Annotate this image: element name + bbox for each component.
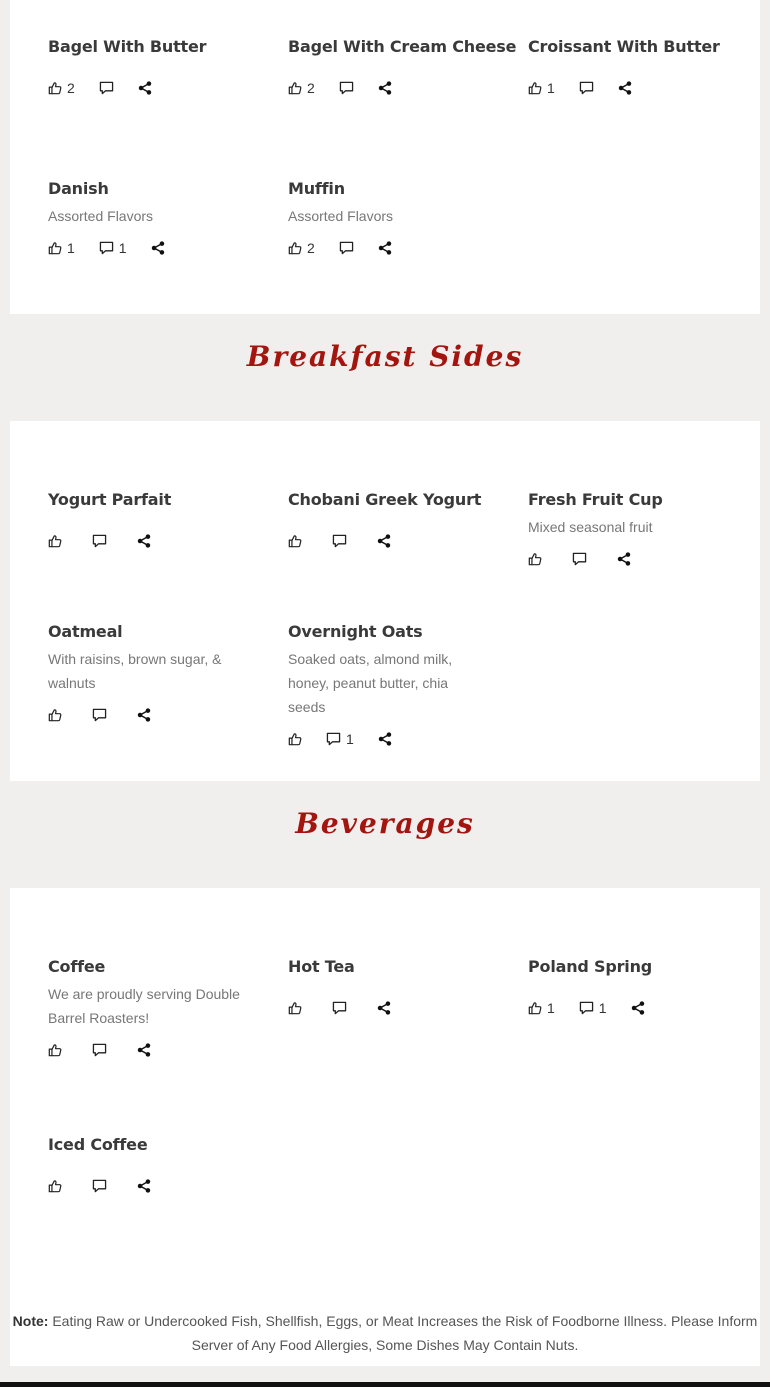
like-button[interactable] — [48, 534, 62, 548]
share-icon-graphic — [378, 241, 392, 255]
menu-item-actions — [528, 998, 728, 1018]
comment-icon — [579, 1001, 594, 1015]
comment-icon — [326, 732, 341, 746]
like-icon — [288, 534, 302, 548]
share-icon — [631, 1001, 645, 1015]
menu-item-yogurt-parfait — [48, 489, 248, 551]
menu-item-croissant-with-butter — [528, 36, 728, 98]
menu-item-name: Poland Spring — [528, 957, 653, 976]
breakfast-sides-title: Breakfast Sides — [246, 340, 524, 373]
menu-item-name: Bagel With Butter — [48, 37, 207, 56]
share-icon-graphic — [138, 81, 152, 95]
comment-icon-graphic — [92, 1043, 107, 1057]
comment-count: 1 — [118, 240, 127, 256]
comment-icon — [572, 552, 587, 566]
menu-item-coffee — [48, 956, 248, 1060]
like-count: 2 — [307, 240, 315, 256]
comment-count: 1 — [346, 731, 354, 747]
like-icon-graphic — [48, 708, 62, 722]
comment-button[interactable] — [99, 81, 114, 95]
share-button[interactable] — [631, 1001, 645, 1015]
comment-button[interactable] — [572, 552, 587, 566]
comment-button[interactable] — [579, 1000, 607, 1016]
share-icon-graphic — [377, 534, 391, 548]
menu-item-name: Hot Tea — [288, 957, 355, 976]
comment-button[interactable] — [99, 240, 127, 256]
share-icon — [137, 534, 151, 548]
menu-item-description: Assorted Flavors — [288, 208, 394, 224]
menu-item-actions — [528, 78, 728, 98]
comment-button[interactable] — [339, 81, 354, 95]
menu-item-description: Assorted Flavors — [48, 208, 154, 224]
comment-button[interactable] — [92, 1043, 107, 1057]
note-text: Eating Raw or Undercooked Fish, Shellfish, Eggs, or Meat Increases the Risk of Foodborne Illness. Please Inform Server of Any Food Allergies, Some Dishes May Contain Nuts. — [52, 1313, 758, 1353]
share-icon-graphic — [618, 81, 632, 95]
like-icon — [48, 1043, 62, 1057]
share-icon-graphic — [137, 708, 151, 722]
comment-icon — [339, 241, 354, 255]
menu-item-actions — [48, 531, 248, 551]
menu-item-bagel-with-butter — [48, 36, 248, 98]
share-button[interactable] — [618, 81, 632, 95]
menu-item-hot-tea — [288, 956, 488, 1018]
comment-icon-graphic — [92, 1179, 107, 1193]
share-icon — [137, 1043, 151, 1057]
share-button[interactable] — [137, 1179, 151, 1193]
share-button[interactable] — [617, 552, 631, 566]
comment-icon — [92, 1043, 107, 1057]
comment-icon — [92, 1179, 107, 1193]
menu-item-iced-coffee — [48, 1134, 248, 1196]
share-button[interactable] — [377, 534, 391, 548]
like-icon — [288, 1001, 302, 1015]
comment-button[interactable] — [92, 534, 107, 548]
menu-item-actions — [288, 531, 488, 551]
menu-item-actions — [288, 729, 488, 749]
like-button[interactable] — [48, 1179, 62, 1193]
beverages-title: Beverages — [295, 807, 475, 840]
menu-item-actions — [48, 1176, 248, 1196]
comment-count: 1 — [598, 1000, 607, 1016]
share-icon-graphic — [378, 732, 392, 746]
comment-button[interactable] — [579, 81, 594, 95]
comment-icon-graphic — [572, 552, 587, 566]
share-icon — [138, 81, 152, 95]
comment-icon — [332, 1001, 347, 1015]
share-icon-graphic — [378, 81, 392, 95]
menu-item-description: Mixed seasonal fruit — [528, 519, 653, 535]
share-icon — [377, 534, 391, 548]
like-button[interactable] — [48, 708, 62, 722]
share-icon — [151, 241, 165, 255]
share-button[interactable] — [378, 732, 392, 746]
share-button[interactable] — [137, 534, 151, 548]
menu-item-actions — [48, 705, 248, 725]
menu-item-actions — [288, 78, 488, 98]
like-button[interactable] — [288, 80, 315, 96]
share-icon — [377, 1001, 391, 1015]
share-icon-graphic — [617, 552, 631, 566]
share-button[interactable] — [137, 1043, 151, 1057]
share-icon — [378, 241, 392, 255]
share-icon — [137, 1179, 151, 1193]
menu-item-name: Muffin — [288, 179, 345, 198]
comment-icon-graphic — [326, 732, 341, 746]
like-icon-graphic — [288, 1001, 302, 1015]
menu-item-name: Oatmeal — [48, 622, 123, 641]
menu-item-name: Chobani Greek Yogurt — [288, 490, 482, 509]
menu-item-actions — [48, 78, 248, 98]
like-button[interactable] — [288, 240, 315, 256]
like-icon-graphic — [48, 1179, 62, 1193]
share-icon-graphic — [377, 1001, 391, 1015]
menu-item-poland-spring — [528, 956, 728, 1018]
like-icon — [48, 534, 62, 548]
comment-icon — [339, 81, 354, 95]
like-icon-graphic — [528, 81, 542, 95]
like-icon-graphic — [288, 732, 302, 746]
like-button[interactable] — [528, 80, 555, 96]
like-count: 1 — [547, 80, 555, 96]
share-button[interactable] — [137, 708, 151, 722]
menu-item-name: Croissant With Butter — [528, 37, 720, 56]
like-button[interactable] — [48, 240, 75, 256]
menu-item-name: Danish — [48, 179, 109, 198]
comment-icon-graphic — [99, 241, 114, 255]
like-icon — [288, 732, 302, 746]
like-count: 2 — [67, 80, 75, 96]
comment-icon-graphic — [332, 534, 347, 548]
menu-item-name: Yogurt Parfait — [48, 490, 172, 509]
like-button[interactable] — [288, 534, 302, 548]
comment-button[interactable] — [332, 1001, 347, 1015]
share-icon-graphic — [137, 1043, 151, 1057]
like-count: 2 — [307, 80, 315, 96]
like-icon-graphic — [48, 534, 62, 548]
like-icon — [528, 1001, 542, 1015]
menu-item-chobani-greek-yogurt — [288, 489, 488, 551]
share-icon — [378, 81, 392, 95]
bottom-bar — [0, 1382, 770, 1387]
comment-icon-graphic — [339, 241, 354, 255]
comment-icon-graphic — [332, 1001, 347, 1015]
comment-icon-graphic — [92, 708, 107, 722]
allergy-note — [0, 1309, 770, 1357]
comment-icon — [332, 534, 347, 548]
like-count: 1 — [67, 240, 75, 256]
menu-item-actions — [288, 998, 488, 1018]
share-icon — [378, 732, 392, 746]
comment-icon-graphic — [99, 81, 114, 95]
share-icon — [617, 552, 631, 566]
comment-button[interactable] — [332, 534, 347, 548]
share-icon-graphic — [151, 241, 165, 255]
menu-item-danish — [48, 178, 248, 258]
comment-button[interactable] — [92, 708, 107, 722]
like-icon — [288, 81, 302, 95]
comment-icon-graphic — [92, 534, 107, 548]
like-button[interactable] — [48, 1043, 62, 1057]
like-icon-graphic — [288, 241, 302, 255]
comment-icon — [99, 241, 114, 255]
share-icon-graphic — [631, 1001, 645, 1015]
menu-item-overnight-oats — [288, 621, 488, 749]
comment-icon — [92, 708, 107, 722]
share-icon — [618, 81, 632, 95]
menu-item-description: With raisins, brown sugar, & walnuts — [48, 651, 222, 691]
like-icon — [528, 552, 542, 566]
menu-item-actions — [528, 549, 728, 569]
menu-item-actions — [288, 238, 488, 258]
like-button[interactable] — [528, 1000, 555, 1016]
menu-item-actions — [48, 1040, 248, 1060]
like-icon — [48, 1179, 62, 1193]
menu-item-oatmeal — [48, 621, 248, 725]
like-icon-graphic — [48, 81, 62, 95]
menu-item-name: Iced Coffee — [48, 1135, 148, 1154]
note-label: Note: — [12, 1313, 49, 1329]
menu-item-description: We are proudly serving Double Barrel Roasters! — [48, 986, 240, 1026]
menu-item-fresh-fruit-cup — [528, 489, 728, 569]
like-icon-graphic — [528, 1001, 542, 1015]
like-count: 1 — [547, 1000, 555, 1016]
comment-button[interactable] — [326, 731, 354, 747]
comment-button[interactable] — [92, 1179, 107, 1193]
like-icon — [48, 708, 62, 722]
comment-icon-graphic — [579, 81, 594, 95]
share-button[interactable] — [377, 1001, 391, 1015]
like-button[interactable] — [288, 1001, 302, 1015]
share-icon — [137, 708, 151, 722]
menu-item-description: Soaked oats, almond milk, honey, peanut butter, chia seeds — [288, 651, 453, 715]
menu-item-muffin — [288, 178, 488, 258]
share-icon-graphic — [137, 1179, 151, 1193]
comment-icon — [92, 534, 107, 548]
like-icon-graphic — [288, 534, 302, 548]
like-icon-graphic — [48, 241, 62, 255]
like-icon-graphic — [48, 1043, 62, 1057]
comment-icon-graphic — [579, 1001, 594, 1015]
menu-item-name: Coffee — [48, 957, 106, 976]
like-button[interactable] — [288, 732, 302, 746]
like-icon-graphic — [528, 552, 542, 566]
comment-icon — [579, 81, 594, 95]
share-button[interactable] — [378, 81, 392, 95]
like-icon — [288, 241, 302, 255]
menu-item-name: Fresh Fruit Cup — [528, 490, 663, 509]
like-button[interactable] — [48, 80, 75, 96]
share-icon-graphic — [137, 534, 151, 548]
menu-item-bagel-with-cream-cheese — [288, 36, 517, 98]
comment-button[interactable] — [339, 241, 354, 255]
comment-icon-graphic — [339, 81, 354, 95]
like-icon — [48, 241, 62, 255]
like-icon — [48, 81, 62, 95]
comment-icon — [99, 81, 114, 95]
share-button[interactable] — [151, 241, 165, 255]
like-icon-graphic — [288, 81, 302, 95]
share-button[interactable] — [138, 81, 152, 95]
menu-item-actions — [48, 238, 248, 258]
menu-item-name: Overnight Oats — [288, 622, 423, 641]
like-icon — [528, 81, 542, 95]
menu-item-name: Bagel With Cream Cheese — [288, 37, 517, 56]
share-button[interactable] — [378, 241, 392, 255]
like-button[interactable] — [528, 552, 542, 566]
